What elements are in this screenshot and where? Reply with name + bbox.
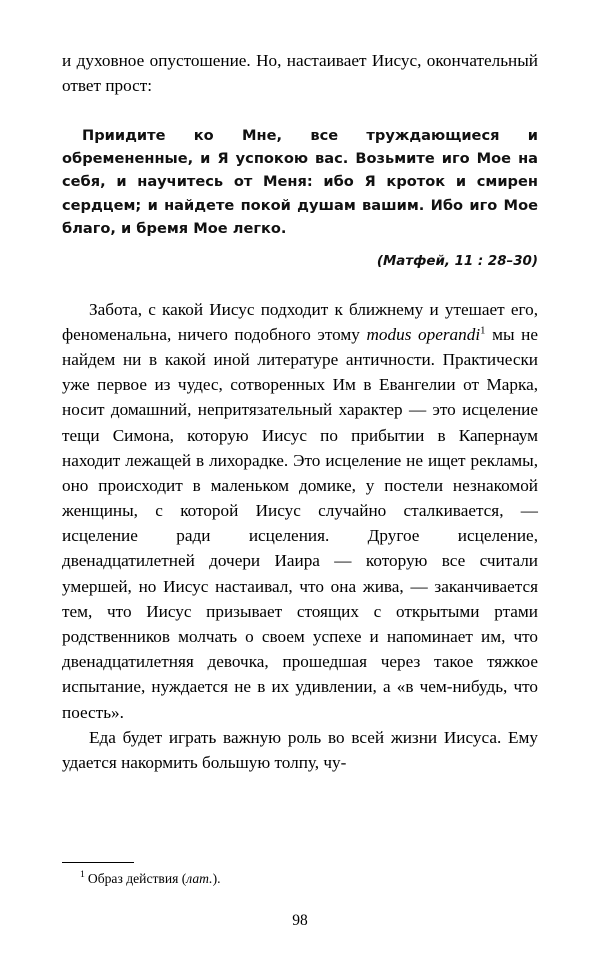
- footnote-lead: Образ действия (: [87, 871, 187, 886]
- footnote-italic-abbrev: лат.: [186, 871, 213, 886]
- scripture-reference: (Матфей, 11 : 28–30): [376, 253, 538, 269]
- footnote-area: [62, 862, 538, 888]
- paragraph-1-rest: мы не найдем ни в какой иной литературе античности. Практически уже первое из чудес, сотворенных Им в Евангелии от Марка, носит домашний, непритязательный характер — это исцеление тещи Симона, которую Иисус по прибытии в Капернаум находит лежащей в лихорадке. Это исцеление не ищет рекламы, оно происходит в маленьком домике, у постели незнакомой женщины, с которой Иисус случайно сталкивается, — исцеление ради исцеления. Другое исцеление, двенадцатилетней дочери Иаира — которую все считали умершей, но Иисус настаивал, что она жива, — заканчивается тем, что Иисус призывает стоящих с открытыми ртами родственников молчать о своем успехе и напоминает им, что двенадцатилетняя девочка, прошедшая через такое тяжкое испытание, нуждается не в их удивлении, а «в чем-нибудь, что поесть».: [62, 324, 538, 722]
- body-text: [62, 297, 538, 776]
- footnote-marker: 1: [80, 869, 85, 881]
- scripture-quote: Приидите ко Мне, все труждающиеся и обремененные, и Я успокою вас. Возьмите иго Мое на себя, и научитесь от Меня: ибо Я кроток и смирен сердцем; и найдете покой душам вашим. Ибо иго Мое благо, и бремя Мое легко.: [62, 127, 538, 237]
- intro-paragraph: и духовное опустошение. Но, настаивает Иисус, окончательный ответ прост:: [62, 51, 538, 96]
- footnote-separator-rule: [62, 862, 134, 863]
- footnote-reference-marker: 1: [480, 325, 486, 337]
- body-paragraph-2: Еда будет играть важную роль во всей жизни Иисуса. Ему удается накормить большую толпу, чу-: [62, 727, 538, 772]
- page-number: 98: [292, 912, 308, 929]
- paragraph-1-lead: Забота, с какой Иисус подходит к ближнему и утешает его, феноменальна, ничего подобного этому: [62, 299, 538, 344]
- footnote-text: [62, 870, 538, 888]
- body-paragraph-1: [62, 297, 538, 725]
- latin-phrase: modus operandi: [366, 324, 481, 344]
- footnote-tail: ).: [212, 871, 221, 886]
